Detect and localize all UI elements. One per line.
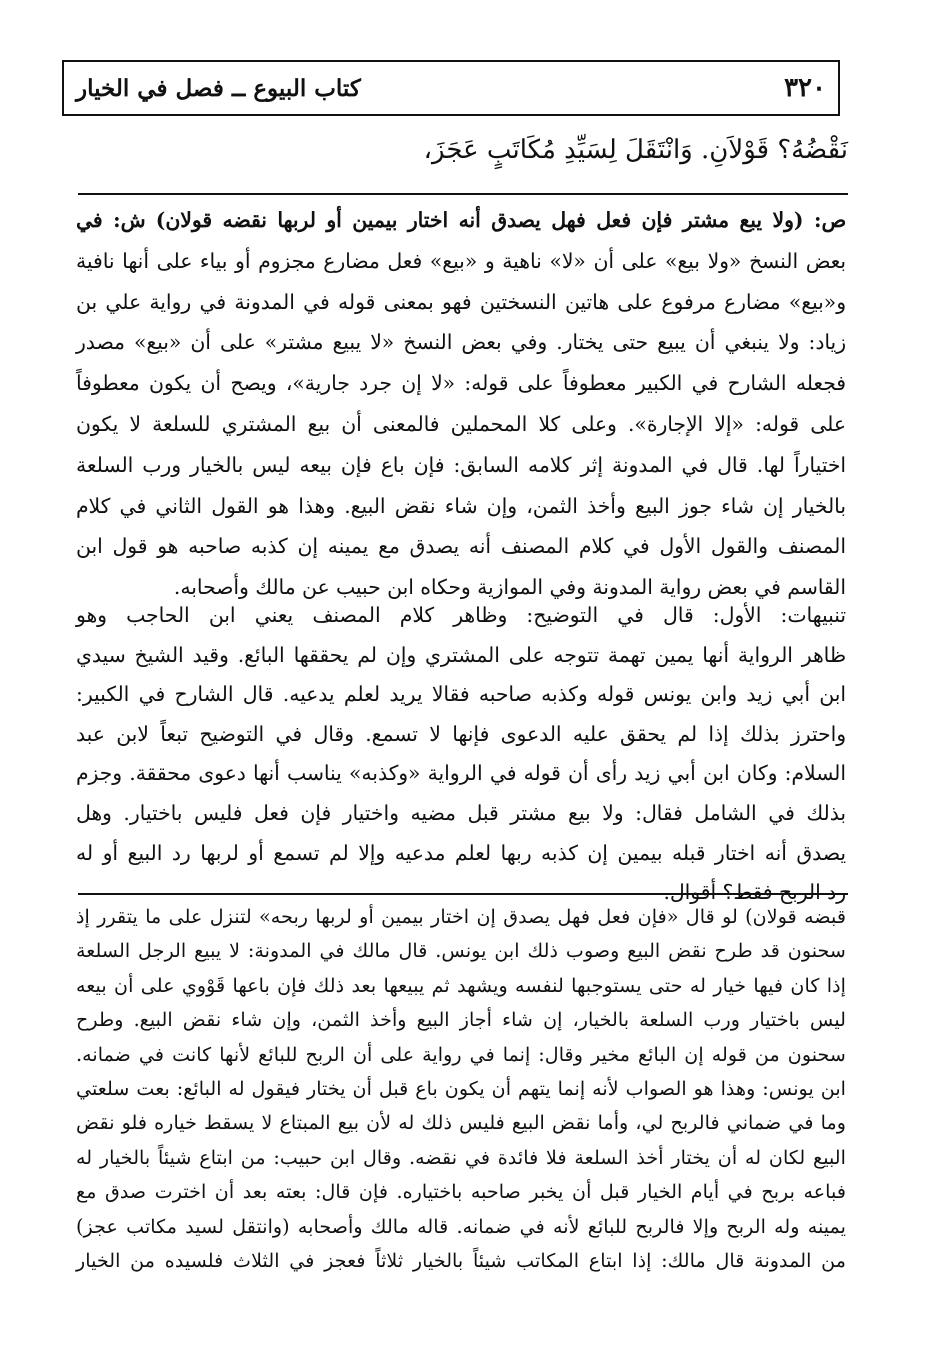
text-line: واحترز بذلك إذا لم يحقق عليه الدعوى فإنها لا تسمع. وقال في التوضيح تبعاً لابن عبد (76, 721, 846, 746)
text-line: و«بيع» مضارع مرفوع على هاتين النسختين فهو بمعنى قوله في المدونة في رواية علي بن (76, 289, 846, 314)
text-line: اختياراً لها. قال في المدونة إثر كلامه السابق: فإن باع فإن بيعه ليس بالخيار ورب السلعة (76, 452, 846, 477)
footnote-separator-rule (78, 893, 848, 895)
footnote-line: وما في ضماني فالربح لي، وأما نقض البيع فليس ذلك له لأن بيع المبتاع لا يسقط خياره فلو نقض (76, 1111, 846, 1135)
text-line: المصنف والقول الأول في كلام المصنف أنه يصدق مع يمينه إن كذبه صاحبه هو قول ابن (76, 534, 846, 559)
footnote-line: سحنون قد طرح نقض البيع وصوب ذلك ابن يونس. قال مالك في المدونة: لا يبيع الرجل السلعة (76, 939, 846, 963)
footnote-line: فباعه بربح في أيام الخيار قبل أن يخبر صاحبه باختياره. فإن قال: بعته بعد أن اخترت صدق مع (76, 1180, 846, 1204)
footnote-line: ابن يونس: وهذا هو الصواب لأنه إنما يتهم أن يكون باع قبل أن يختار فيقول له البائع: بعت سلعتي (76, 1077, 846, 1101)
text-line: بعض النسخ «ولا بيع» على أن «لا» ناهية و «بيع» فعل مضارع مجزوم أو بياء على أنها نافية (76, 248, 846, 273)
footnote-line: يمينه وله الربح وإلا فالربح للبائع لأنه في ضمانه. قاله مالك وأصحابه (وانتقل لسيد مكاتب عجز) (76, 1214, 846, 1238)
text-line: القاسم في بعض رواية المدونة وفي الموازية وحكاه ابن حبيب عن مالك وأصحابه. (173, 575, 846, 600)
text-line: بذلك في الشامل فقال: ولا بيع مشتر قبل مضيه واختيار فإن فعل فليس باختيار. وهل (76, 800, 846, 825)
footnote-line: ليس باختيار ورب السلعة بالخيار، إن شاء أجاز البيع وأخذ الثمن، وإن شاء نقض البيع. وطرح (76, 1008, 846, 1032)
footnote-line: سحنون من قوله إن البائع مخير وقال: إنما في رواية على أن الربح للبائع لأنها كانت في ضمانه. (76, 1042, 846, 1066)
footnote-line: قبضه قولان) لو قال «فإن فعل فهل يصدق إن اختار بيمين أو لربها ربحه» لتنزل على ما يتقرر إذ (76, 905, 846, 928)
page-header (62, 60, 840, 116)
footnote-section (76, 900, 846, 1278)
text-line: فجعله الشارح في الكبير معطوفاً على قوله: «لا إن جرد جارية»، ويصح أن يكون معطوفاً (76, 371, 846, 396)
text-line: ص: (ولا يبع مشتر فإن فعل فهل يصدق أنه اختار بيمين أو لربها نقضه قولان) ش: في (76, 208, 846, 232)
text-line: على قوله: «إلا الإجارة». وعلى كلا المحملين فالمعنى أن بيع المشتري للسلعة لا يكون (76, 411, 846, 436)
text-line: زياد: ولا ينبغي أن يبيع حتى يختار. وفي بعض النسخ «لا يبيع مشتر» على أن «بيع» مصدر (76, 330, 846, 355)
text-line: يصدق أنه اختار قبله بيمين إن كذبه ربها لعلم مدعيه وإلا لم تسمع أو لربها رد البيع أو له (76, 840, 846, 865)
commentary-paragraph (76, 200, 846, 608)
separator-rule (78, 193, 848, 195)
text-line: ابن أبي زيد وابن يونس قوله وكذبه صاحبه فقالا يريد لعلم يدعيه. قال الشارح في الكبير: (76, 682, 846, 707)
text-line: السلام: وكان ابن أبي زيد رأى أن قوله في الرواية «وكذبه» يناسب أنها دعوى محققة. وجزم (76, 761, 846, 786)
text-line: رد الربح فقط؟ أقوال. (663, 880, 846, 905)
text-line: بالخيار إن شاء جوز البيع وأخذ الثمن، وإن شاء نقض البيع. وهذا هو القول الثاني في كلام (76, 493, 846, 518)
notes-paragraph (76, 596, 846, 913)
matn-text: نَقْضُهُ؟ قَوْلاَنِ. وَانْتَقَلَ لِسَيِّدِ مُكَاتَبٍ عَجَزَ، (423, 135, 848, 165)
text-line: ظاهر الرواية أنها يمين تهمة تتوجه على المشتري وإن لم يحققها البائع. وقيد الشيخ سيدي (76, 642, 846, 667)
text-line: تنبيهات: الأول: قال في التوضيح: وظاهر كلام المصنف يعني ابن الحاجب وهو (76, 603, 846, 627)
running-title: كتاب البيوع ــ فصل في الخيار (76, 74, 361, 102)
footnote-line: البيع لكان له أن يختار أخذ السلعة فلا فائدة في نقضه. وقال ابن حبيب: من ابتاع شيئاً بالخيار له (76, 1145, 846, 1169)
page-number: ٣٢٠ (784, 73, 826, 103)
footnote-line: إذا كان فيها خيار له حتى يستوجبها لنفسه ويشهد ثم يبيعها بعد ذلك فإن باعها قَوْوي على أن بيعه (76, 973, 846, 997)
footnote-line: من المدونة قال مالك: إذا ابتاع المكاتب شيئاً بالخيار ثلاثاً فعجز في الثلاث فلسيده من الخيار (76, 1249, 846, 1273)
